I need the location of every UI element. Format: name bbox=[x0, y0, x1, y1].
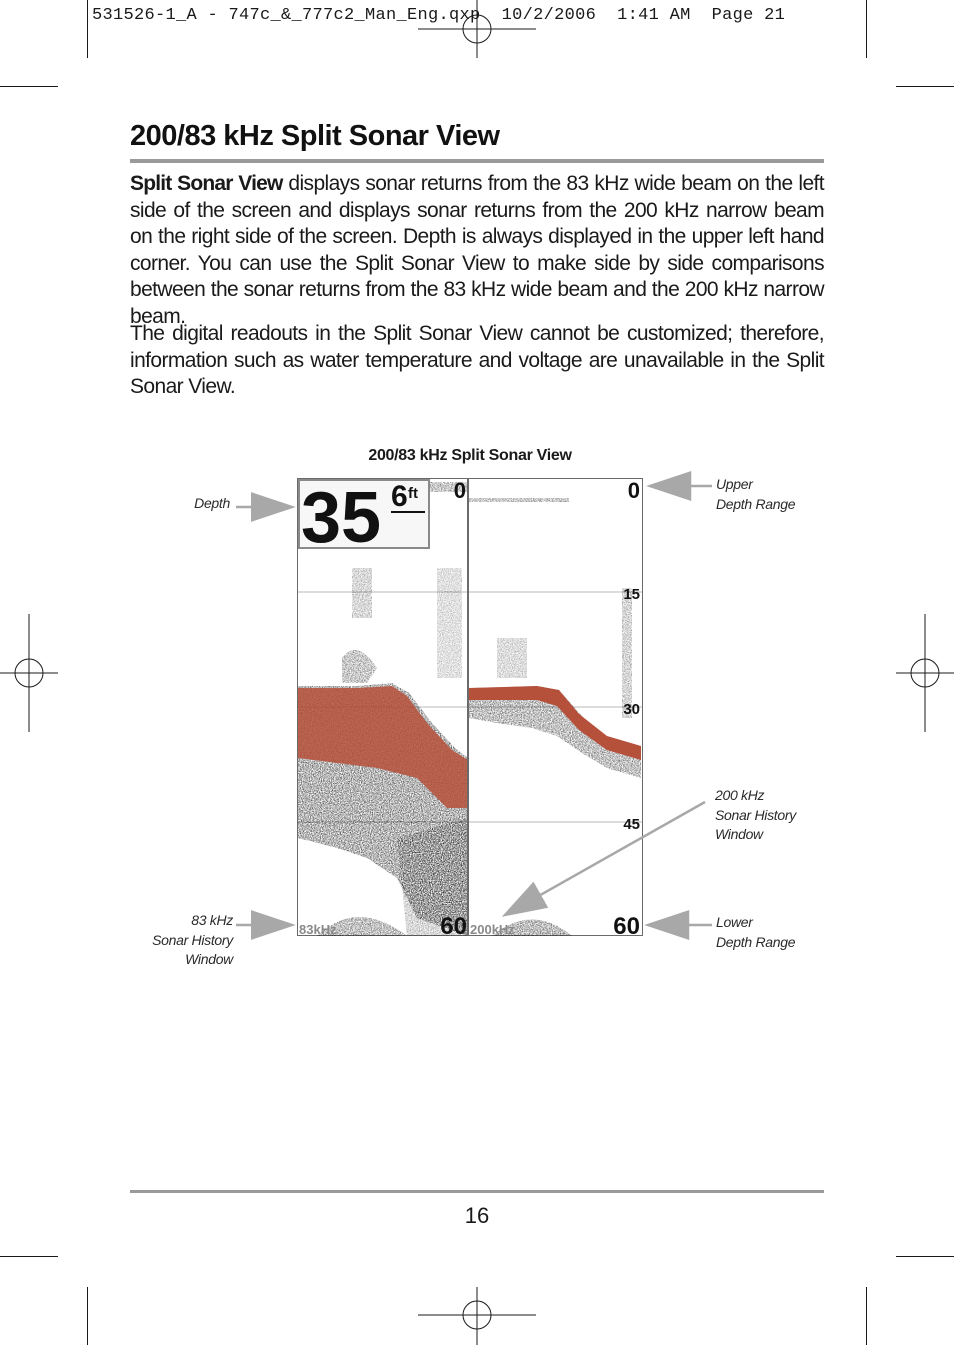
callout-200khz-line3: Window bbox=[715, 826, 763, 842]
left-lower-depth-range: 60 bbox=[440, 913, 467, 936]
right-lower-depth-range: 60 bbox=[613, 913, 640, 936]
figure-caption: 200/83 kHz Split Sonar View bbox=[368, 447, 572, 464]
callout-lower-line1: Lower bbox=[716, 914, 753, 930]
left-upper-depth-range: 0 bbox=[453, 478, 466, 503]
depth-readout-value: 35 bbox=[301, 478, 382, 558]
callout-depth: Depth bbox=[194, 495, 230, 511]
depth-readout-decimal: 6 bbox=[391, 480, 408, 513]
callout-lower-depth-range bbox=[716, 913, 795, 952]
right-frequency-label: 200kHz bbox=[470, 922, 515, 936]
callout-lower-line2: Depth Range bbox=[716, 933, 796, 950]
intro-paragraph-text: displays sonar returns from the 83 kHz wide beam on the left side of the screen and displays sonar returns from the 200 kHz narrow beam on the right side of the screen. Depth is always displayed in the upper left hand corner. You can use the Split Sonar View to make side by side comparisons between the sonar returns from the 83 kHz wide beam and the 200 kHz narrow beam. bbox=[130, 172, 824, 328]
scale-mark-45: 45 bbox=[623, 816, 640, 833]
page-number: 16 bbox=[464, 1203, 490, 1228]
callout-upper-line1: Upper bbox=[716, 476, 753, 492]
callout-83khz-line1: 83 kHz bbox=[191, 912, 233, 928]
footer-rule bbox=[130, 1190, 824, 1193]
printer-slug-line: 531526-1_A - 747c_&_777c2_Man_Eng.qxp 10/2/2006 1:41 AM Page 21 bbox=[92, 6, 786, 25]
callout-83khz-window bbox=[120, 911, 233, 970]
callout-200khz-window bbox=[715, 786, 796, 845]
scale-mark-30: 30 bbox=[623, 701, 640, 718]
readouts-paragraph: The digital readouts in the Split Sonar View cannot be customized; therefore, information such as water temperature and voltage are unavailable in the Split Sonar View. bbox=[130, 322, 824, 399]
depth-readout-unit: ft bbox=[408, 485, 418, 502]
callout-83khz-line3: Window bbox=[185, 951, 233, 967]
page-title: 200/83 kHz Split Sonar View bbox=[130, 120, 500, 152]
callout-200khz-line2: Sonar History bbox=[715, 806, 796, 823]
right-upper-depth-range: 0 bbox=[627, 478, 640, 503]
term-split-sonar-view: Split Sonar View bbox=[130, 172, 283, 195]
callout-200khz-line1: 200 kHz bbox=[715, 787, 765, 803]
left-frequency-label: 83kHz bbox=[299, 922, 337, 936]
callout-upper-depth-range bbox=[716, 475, 795, 514]
callout-83khz-line2: Sonar History bbox=[152, 931, 233, 948]
scale-mark-15: 15 bbox=[623, 586, 640, 603]
callout-upper-line2: Depth Range bbox=[716, 495, 796, 512]
